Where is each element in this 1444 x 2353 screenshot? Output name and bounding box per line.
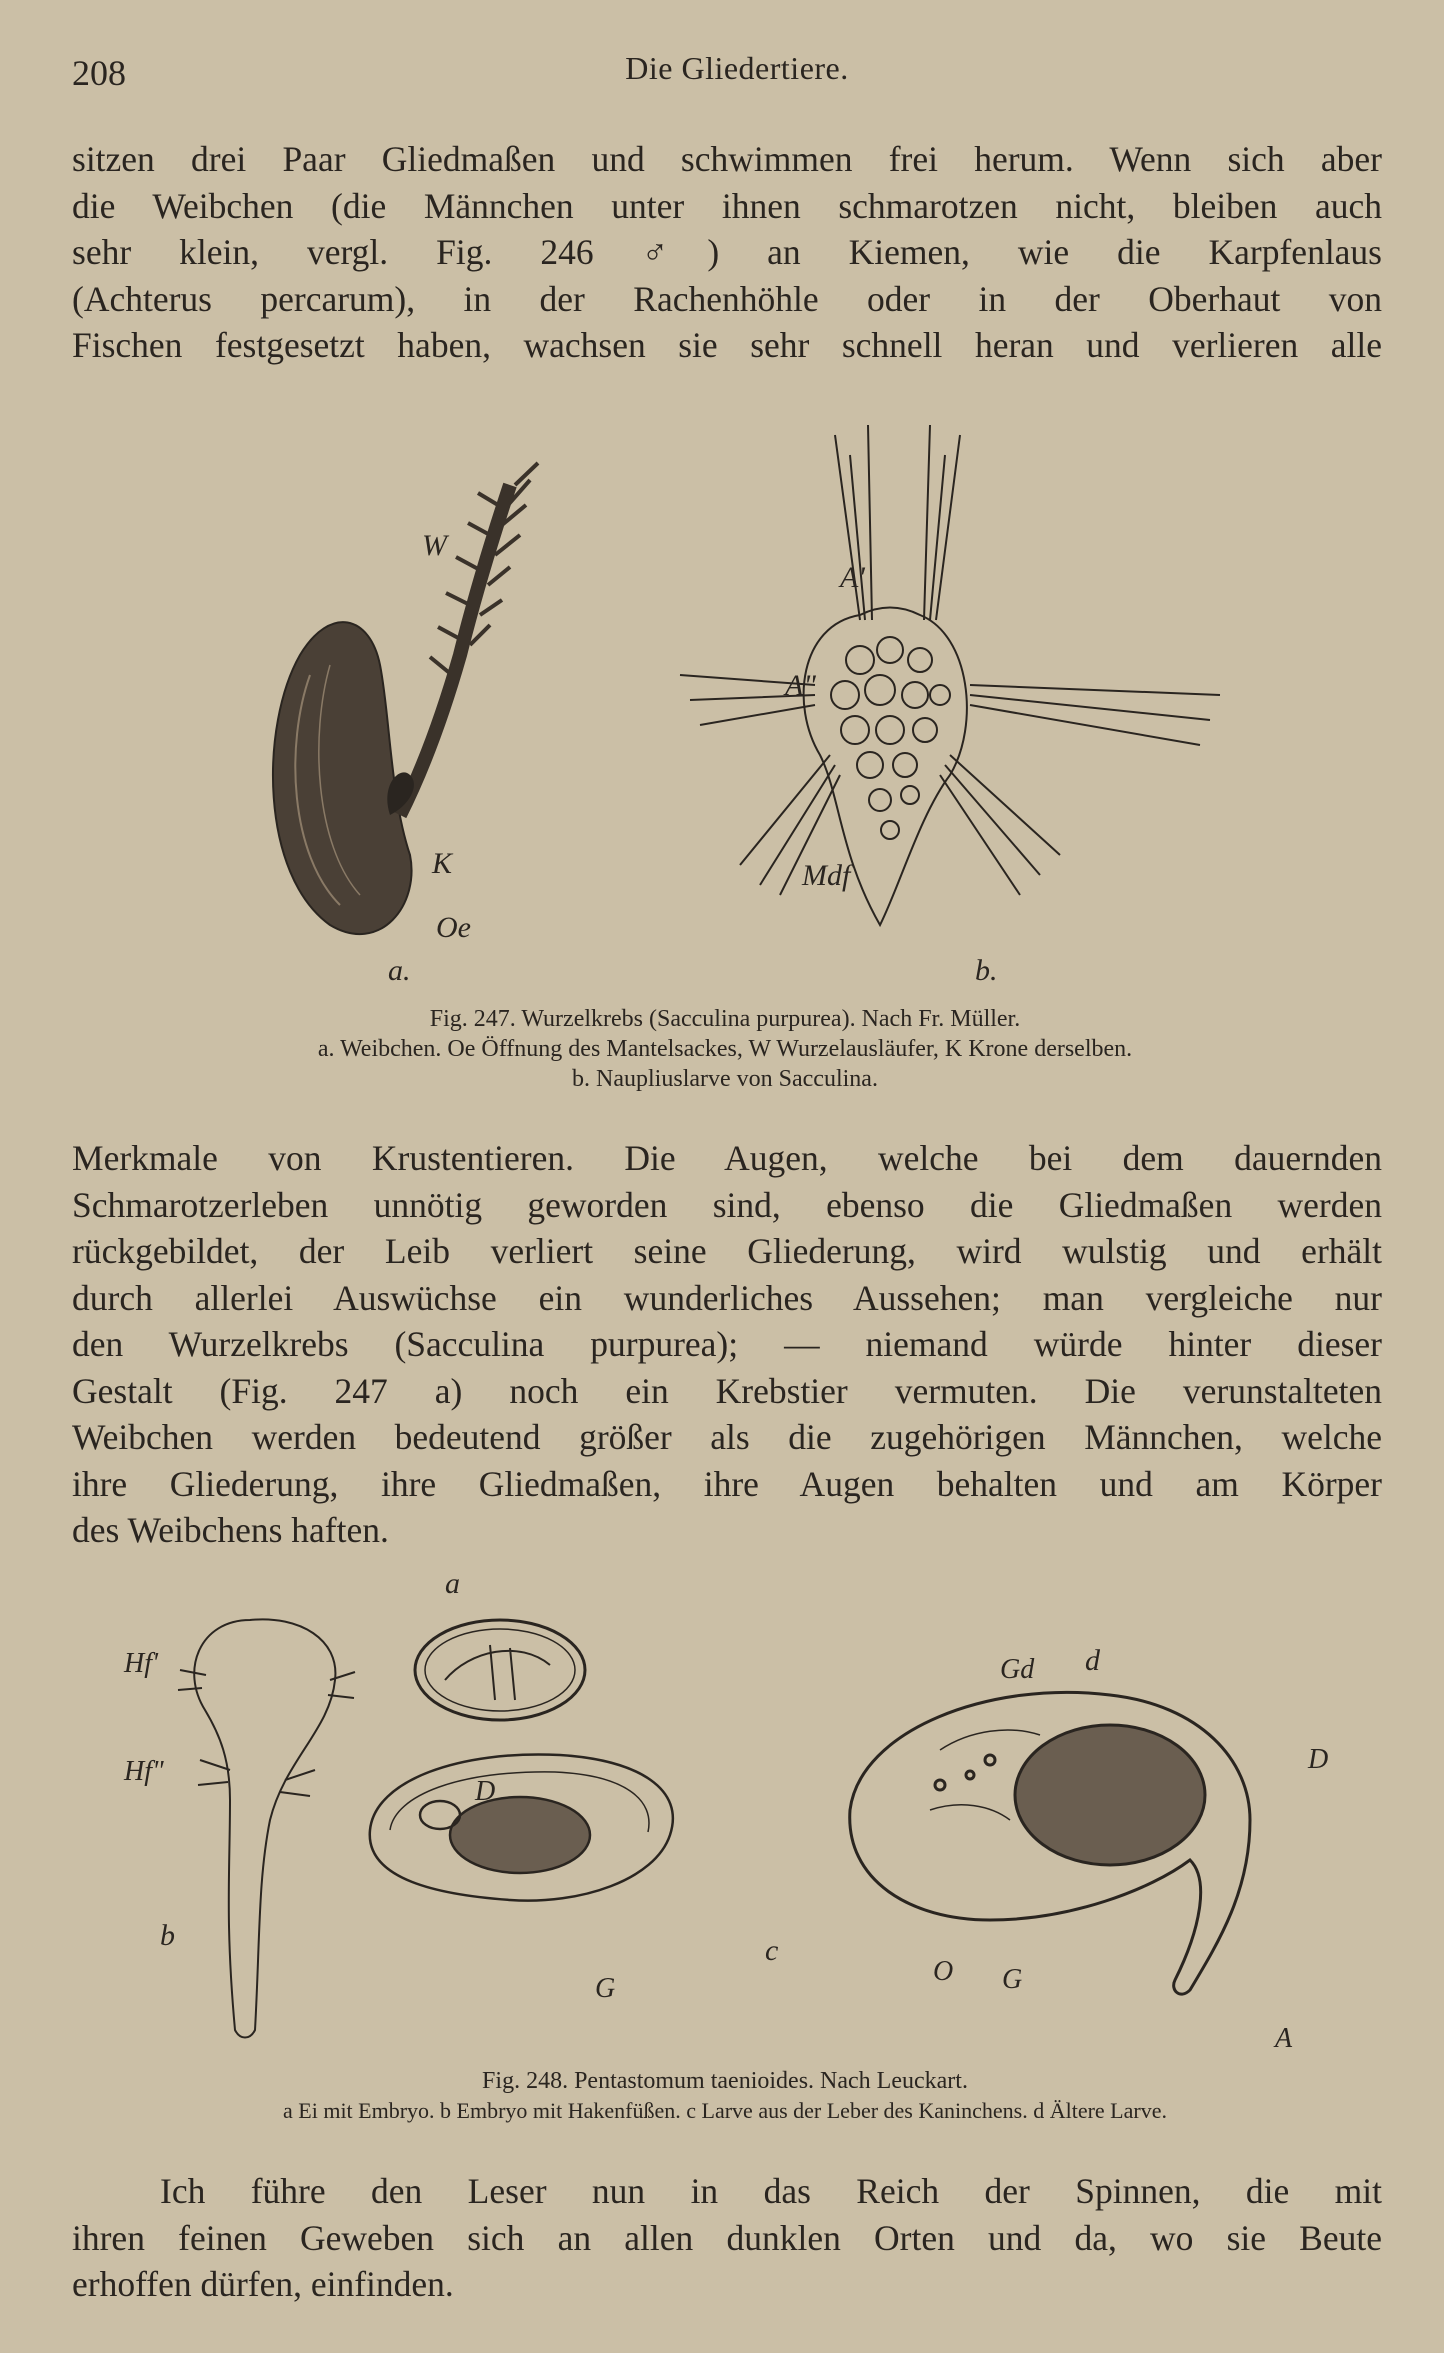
text-line: Gestalt (Fig. 247 a) noch ein Krebstier vermuten. Die verunstalteten (72, 1370, 1382, 1411)
embryo-with-hooks-drawing (178, 1619, 355, 2037)
text-line: den Wurzelkrebs (Sacculina purpurea); — niemand würde hinter dieser (72, 1324, 1382, 1364)
nauplius-larva-drawing (680, 425, 1220, 925)
caption-line: a Ei mit Embryo. b Embryo mit Hakenfüßen. c Larve aus der Leber des Kaninchens. d Ältere Larve. (283, 2098, 1167, 2123)
label-a-d: A (1275, 2023, 1293, 2054)
caption-line: Fig. 248. Pentastomum taenioides. Nach Leuckart. (482, 2068, 968, 2094)
text-line: (Achterus percarum), in der Rachenhöhle oder in der Oberhaut von (72, 278, 1382, 319)
running-title: Die Gliedertiere. (625, 50, 849, 86)
label-a-double-prime: A" (785, 669, 816, 702)
label-mdf: Mdf (802, 859, 851, 892)
text-line: rückgebildet, der Leib verliert seine Gliederung, wird wulstig und erhält (72, 1231, 1382, 1271)
text-line: die Weibchen (die Männchen unter ihnen schmarotzen nicht, bleiben auch (72, 185, 1382, 226)
text-line: erhoffen dürfen, einfinden. (72, 2264, 454, 2304)
label-g-c: G (595, 1973, 616, 2004)
label-o: O (933, 1956, 954, 1987)
text-line: Ich führe den Leser nun in das Reich der Spinnen, die mit (160, 2171, 1382, 2211)
page-number: 208 (72, 53, 126, 93)
label-oe: Oe (436, 911, 471, 944)
label-b: b. (975, 954, 998, 987)
text-line: Fischen festgesetzt haben, wachsen sie sehr schnell heran und verlieren alle (72, 325, 1382, 365)
text-line: durch allerlei Auswüchse ein wunderliches Aussehen; man vergleiche nur (72, 1277, 1382, 1318)
figure-247-caption (60, 1004, 1390, 1094)
figure-248-caption (60, 2066, 1390, 2126)
label-c: c (765, 1934, 779, 1967)
figure-247-illustration (240, 395, 1240, 995)
label-a: a. (388, 954, 411, 987)
text-line: des Weibchens haften. (72, 1510, 389, 1550)
label-k: K (432, 847, 453, 880)
caption-line: Fig. 247. Wurzelkrebs (Sacculina purpurea). Nach Fr. Müller. (429, 1006, 1021, 1032)
caption-line: b. Naupliuslarve von Sacculina. (572, 1066, 878, 1092)
older-larva-drawing (850, 1692, 1250, 1994)
page-header (72, 44, 1402, 104)
label-a-prime: A' (840, 561, 865, 594)
sacculina-female-drawing (273, 463, 538, 934)
text-line: Schmarotzerleben unnötig geworden sind, ebenso die Gliedmaßen werden (72, 1184, 1382, 1225)
label-d: d (1085, 1644, 1100, 1677)
text-line: ihren feinen Geweben sich an allen dunklen Orten und da, wo sie Beute (72, 2217, 1382, 2258)
text-line: sitzen drei Paar Gliedmaßen und schwimmen frei herum. Wenn sich aber (72, 139, 1382, 179)
text-line: Merkmale von Krustentieren. Die Augen, welche bei dem dauernden (72, 1138, 1382, 1178)
label-a: a (445, 1567, 460, 1600)
label-b: b (160, 1919, 175, 1952)
label-d-d: D (1308, 1744, 1329, 1775)
label-g-d: G (1002, 1964, 1023, 1995)
text-line: sehr klein, vergl. Fig. 246 ♂) an Kiemen, wie die Karpfenlaus (72, 232, 1382, 272)
label-hf-prime: Hf' (124, 1648, 158, 1679)
text-line: ihre Gliederung, ihre Gliedmaßen, ihre Augen behalten und am Körper (72, 1463, 1382, 1504)
figure-248-illustration (110, 1560, 1360, 2060)
larva-from-liver-drawing (370, 1754, 673, 1900)
paragraph-3 (72, 2168, 1382, 2308)
caption-line: a. Weibchen. Oe Öffnung des Mantelsackes, W Wurzelausläufer, K Krone derselben. (317, 1036, 1133, 1062)
label-hf-double-prime: Hf" (124, 1756, 164, 1787)
label-w: W (422, 529, 447, 562)
paragraph-2 (72, 1135, 1382, 1554)
label-gd: Gd (1000, 1654, 1035, 1685)
label-d-c: D (475, 1776, 496, 1807)
egg-with-embryo-drawing (415, 1620, 585, 1720)
text-line: Weibchen werden bedeutend größer als die zugehörigen Männchen, welche (72, 1417, 1382, 1457)
paragraph-1 (72, 136, 1382, 369)
